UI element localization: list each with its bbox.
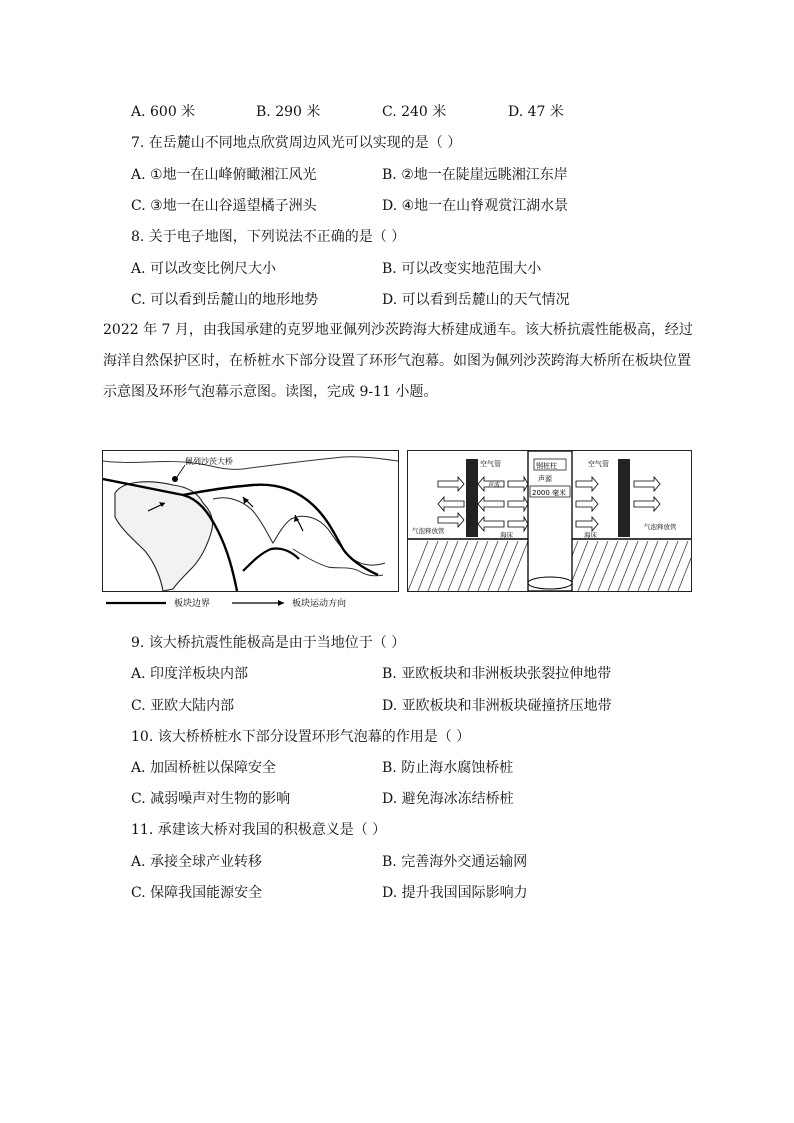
- q7-stem: 7. 在岳麓山不同地点欣赏周边风光可以实现的是（ ）: [131, 135, 462, 151]
- q11-option-c: C. 保障我国能源安全: [131, 885, 263, 901]
- label-air-pipe-left: 空气管: [480, 460, 501, 468]
- q9-stem: 9. 该大桥抗震性能极高是由于当地位于（ ）: [131, 635, 406, 651]
- bubble-curtain-svg: [408, 451, 691, 591]
- plate-map: [102, 450, 399, 592]
- q11-stem: 11. 承建该大桥对我国的积极意义是（ ）: [131, 822, 387, 838]
- legend-boundary: 板块边界: [174, 599, 211, 609]
- q10-option-b: B. 防止海水腐蚀桥桩: [382, 760, 514, 776]
- q6-option-b: B. 290 米: [256, 104, 321, 120]
- q7-option-a: A. ①地一在山峰俯瞰湘江风光: [131, 167, 317, 183]
- q8-stem: 8. 关于电子地图，下列说法不正确的是（ ）: [131, 229, 406, 245]
- q8-option-d: D. 可以看到岳麓山的天气情况: [382, 292, 570, 308]
- label-bubble-pipe-left: 气泡释放管: [412, 527, 445, 535]
- q11-option-b: B. 完善海外交通运输网: [382, 854, 528, 870]
- passage-text: 2022 年 7 月，由我国承建的克罗地亚佩列沙茨跨海大桥建成通车。该大桥抗震性能极高，经过海洋自然保护区时，在桥桩水下部分设置了环形气泡幕。如图为佩列沙茨跨海大桥所在板块位置示意图及环形气泡幕示意图。读图，完成 9-11 小题。: [103, 322, 693, 400]
- plate-map-svg: [103, 451, 398, 591]
- q9-option-c: C. 亚欧大陆内部: [131, 698, 235, 714]
- q7-option-c: C. ③地一在山谷遥望橘子洲头: [131, 198, 317, 214]
- label-steel-pile: 钢桩柱: [536, 462, 557, 470]
- map-legend: [102, 593, 402, 613]
- label-seabed-left: 海床: [500, 531, 513, 539]
- q9-option-d: D. 亚欧板块和非洲板块碰撞挤压地带: [382, 698, 612, 714]
- q9-option-b: B. 亚欧板块和非洲板块张裂拉伸地带: [382, 666, 612, 682]
- q8-option-a: A. 可以改变比例尺大小: [131, 261, 277, 277]
- label-sound-source: 声源: [538, 475, 552, 483]
- figure: [102, 450, 692, 615]
- q8-option-b: B. 可以改变实地范围大小: [382, 261, 542, 277]
- q10-option-d: D. 避免海冰冻结桥桩: [382, 791, 514, 807]
- q7-option-b: B. ②地一在陡崖远眺湘江东岸: [382, 167, 568, 183]
- q7-option-d: D. ④地一在山脊观赏江湖水景: [382, 198, 569, 214]
- legend-direction: 板块运动方向: [292, 599, 347, 609]
- q10-option-a: A. 加固桥桩以保障安全: [131, 760, 277, 776]
- q6-option-d: D. 47 米: [508, 104, 564, 120]
- q9-option-a: A. 印度洋板块内部: [131, 666, 249, 682]
- label-air-pipe-right: 空气管: [588, 460, 609, 468]
- q6-option-a: A. 600 米: [131, 104, 196, 120]
- bubble-curtain-diagram: [407, 450, 692, 592]
- q11-option-a: A. 承接全球产业转移: [131, 854, 263, 870]
- label-distance: 2000 毫米: [532, 489, 567, 497]
- q11-option-d: D. 提升我国国际影响力: [382, 885, 528, 901]
- q6-option-c: C. 240 米: [382, 104, 447, 120]
- map-bridge-label: 佩列沙茨大桥: [185, 457, 233, 466]
- label-seabed-right: 海床: [584, 531, 597, 539]
- label-bubble-pipe-right: 气泡释放管: [644, 523, 677, 531]
- q10-stem: 10. 该大桥桥桩水下部分设置环形气泡幕的作用是（ ）: [131, 729, 471, 745]
- q10-option-c: C. 减弱噪声对生物的影响: [131, 791, 291, 807]
- q8-option-c: C. 可以看到岳麓山的地形地势: [131, 292, 319, 308]
- label-wave: 声波: [488, 482, 501, 489]
